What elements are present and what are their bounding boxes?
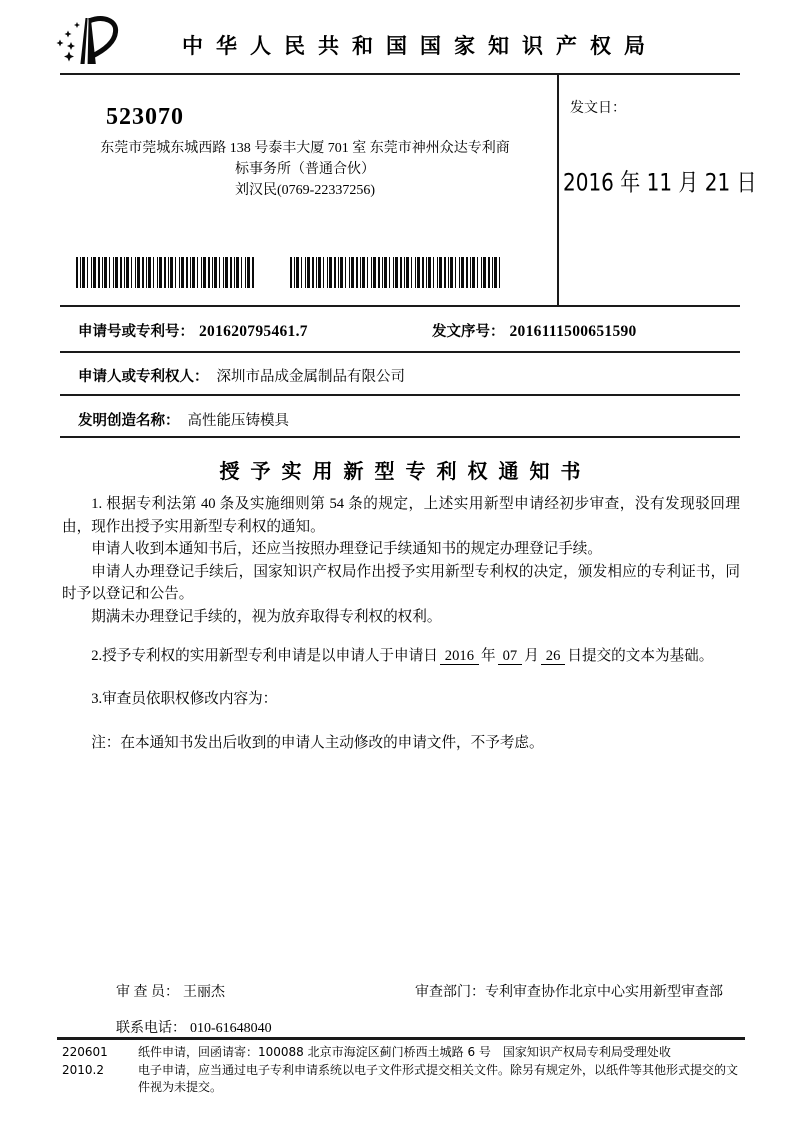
form-code-2: 2010.2 (62, 1062, 104, 1077)
applicant-value: 深圳市品成金属制品有限公司 (216, 369, 405, 385)
filing-month: 07 (498, 648, 523, 665)
table-rule-2 (60, 394, 740, 396)
paper-filing-note: 纸件申请，回函请寄：100088 北京市海淀区蓟门桥西土城路 6 号 国家知识产权局专利局受理处收 (138, 1045, 671, 1059)
recipient-line: 刘汉民(0769-22337256) (235, 183, 375, 198)
invention-title-value: 高性能压铸模具 (187, 413, 289, 429)
paragraph-6: 3.审查员依职权修改内容为： (91, 690, 278, 707)
address-line-1: 东莞市莞城东城西路 138 号泰丰大厦 701 室 东莞市神州众达专利商 (100, 141, 510, 156)
serial-number-label: 发文序号： (432, 324, 505, 340)
paragraph-5-prefix: 2.授予专利权的实用新型专利申请是以申请人于申请日 (91, 648, 438, 664)
examiner-line (116, 981, 225, 1001)
footer-instructions (138, 1044, 742, 1097)
paragraph-3: 申请人办理登记手续后，国家知识产权局作出授予实用新型专利权的决定，颁发相应的专利证书，同时予以登记和公告。 (62, 563, 740, 602)
form-code-1: 220601 (62, 1045, 108, 1059)
paragraph-4: 期满未办理登记手续的，视为放弃取得专利权的权利。 (91, 608, 442, 625)
serial-number-group (432, 320, 637, 341)
paragraph-1: 1. 根据专利法第 40 条及实施细则第 54 条的规定，上述实用新型申请经初步审查，没有发现驳回理由，现作出授予实用新型专利权的通知。 (62, 496, 740, 535)
e-filing-note: 电子申请，应当通过电子专利申请系统以电子文件形式提交相关文件。除另有规定外，以纸件等其他形式提交的文件视为未提交。 (138, 1062, 739, 1094)
table-top-rule (60, 305, 740, 307)
department-name: 专利审查协作北京中心实用新型审查部 (485, 985, 723, 1000)
invention-title-label: 发明创造名称： (78, 413, 180, 429)
phone-number: 010-61648040 (190, 1021, 272, 1036)
table-rule-1 (60, 351, 740, 353)
department-line (415, 981, 723, 1001)
note-paragraph: 注：在本通知书发出后收到的申请人主动修改的申请文件，不予考虑。 (91, 735, 544, 751)
mailing-address-block (62, 138, 548, 201)
notice-title: 授予实用新型专利权通知书 (219, 461, 592, 483)
notice-body (62, 493, 740, 755)
application-number-label: 申请号或专利号： (78, 324, 194, 340)
dispatch-box-divider (557, 73, 559, 306)
application-number-value: 201620795461.7 (199, 323, 308, 340)
phone-line (116, 1017, 272, 1037)
table-bottom-rule (60, 436, 740, 438)
paragraph-5-suffix: 日提交的文本为基础。 (567, 648, 714, 664)
footer-rule (57, 1037, 745, 1040)
department-label: 审查部门： (415, 985, 485, 1000)
barcode-1 (76, 257, 256, 288)
applicant-label: 申请人或专利权人： (78, 369, 209, 385)
phone-label: 联系电话： (116, 1021, 186, 1036)
examiner-label: 审 查 员： (116, 985, 179, 1000)
paragraph-2: 申请人收到本通知书后，还应当按照办理登记手续通知书的规定办理登记手续。 (91, 541, 602, 557)
filing-year: 2016 (440, 648, 479, 665)
invention-title-row (78, 409, 740, 430)
header-divider (60, 73, 740, 75)
agency-title: 中华人民共和国国家知识产权局 (182, 34, 658, 58)
dispatch-date-value: 2016 年 11 月 21 日 (563, 167, 757, 197)
examiner-name: 王丽杰 (183, 985, 225, 1000)
applicant-row (78, 365, 740, 386)
dispatch-date-label: 发文日： (570, 101, 626, 116)
barcode-2 (290, 257, 500, 288)
address-line-2: 标事务所（普通合伙） (235, 162, 375, 177)
form-code-block (62, 1044, 108, 1079)
cnipa-logo-icon (56, 12, 140, 78)
filing-day: 26 (541, 648, 566, 665)
serial-number-value: 2016111500651590 (509, 323, 637, 340)
paragraph-5 (62, 645, 740, 668)
month-unit: 月 (524, 648, 539, 664)
year-unit: 年 (480, 648, 496, 664)
application-number-row (78, 320, 740, 341)
mail-routing-code: 523070 (106, 104, 184, 130)
